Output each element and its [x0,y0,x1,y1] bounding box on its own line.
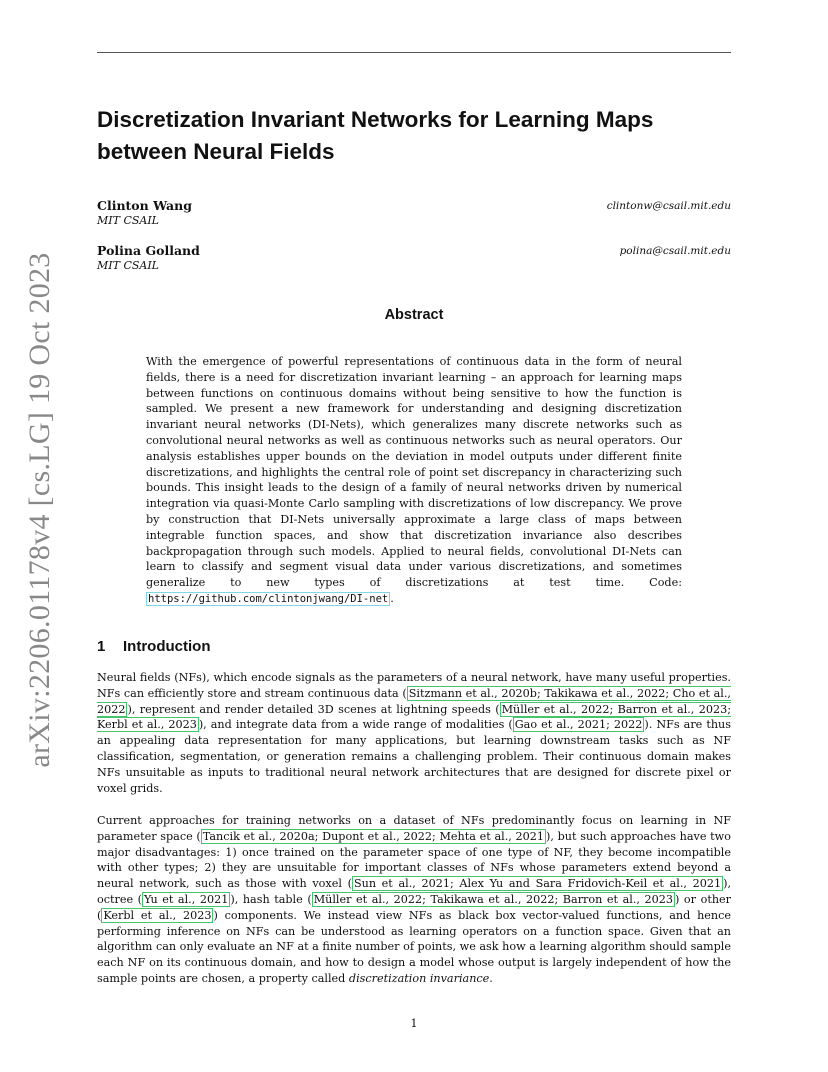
intro-paragraph-1 [97,670,731,796]
author-affiliation: MIT CSAIL [97,259,159,272]
author-block-2 [97,243,731,272]
page-number: 1 [410,1017,418,1030]
arxiv-identifier: arXiv:2206.01178v4 [cs.LG] 19 Oct 2023 [23,252,56,768]
intro-paragraph-2 [97,813,731,987]
citation-link[interactable]: Sun et al., 2021; Alex Yu and Sara Fridovich-Keil et al., 2021 [353,877,722,891]
author-name: Clinton Wang [97,198,192,213]
paragraph-text: ), but such approaches have two major disadvantages: 1) once trained on the parameter space of one type of NF, they become incompatible with other types; 2) they are unsuitable for important classes of NFs whose parameters extend beyond a neural network, such as those with voxel ( [97,829,731,891]
author-email: clintonw@csail.mit.edu [606,200,731,212]
citation-link[interactable]: Sitzmann et al., 2020b; Takikawa et al., 2022; Cho et al., 2022 [97,686,731,716]
code-link[interactable]: https://github.com/clintonjwang/DI-net [148,592,389,605]
paragraph-text: Neural fields (NFs), which encode signals as the parameters of a neural network, have many useful properties. NFs can efficiently store and stream continuous data ( [97,671,731,700]
paragraph-text: ) or other ( [97,892,731,922]
paragraph-text: ) components. We instead view NFs as black box vector-valued functions, and hence performing inference on NFs can be understood as learning operators on a function space. Given that an algorithm can only evaluate an NF at a finite number of points, we ask how a learning algorithm should sample each NF on its continuous domain, and how to design a model whose output is largely independent of how the sample points are chosen, a property called [97,908,731,985]
section-number: 1 [97,638,106,655]
paragraph-text: ), octree ( [97,877,731,906]
abstract-end: . [390,591,394,605]
paragraph-text: . [489,971,493,985]
citation-link[interactable]: Tancik et al., 2020a; Dupont et al., 2022; Mehta et al., 2021 [202,829,545,843]
author-email: polina@csail.mit.edu [619,245,731,257]
section-title: Introduction [123,638,211,655]
author-name: Polina Golland [97,243,200,258]
citation-link[interactable]: Müller et al., 2022; Barron et al., 2023; Kerbl et al., 2023 [97,702,731,732]
author-block-1 [97,198,731,227]
paper-title: Discretization Invariant Networks for Learning Maps between Neural Fields [97,107,654,164]
paragraph-text: ), represent and render detailed 3D scenes at lightning speeds ( [127,702,500,716]
paragraph-text: ), hash table ( [230,892,312,906]
citation-link[interactable]: Yu et al., 2021 [144,892,229,906]
abstract-text: With the emergence of powerful representations of continuous data in the form of neural fields, there is a need for discretization invariant learning – an approach for learning maps between functions on continuous domains without being sensitive to how the function is sampled. We present a new framework for understanding and designing discretization invariant neural networks (DI-Nets), which generalizes many discrete networks such as convolutional neural networks as well as continuous networks such as neural operators. Our analysis establishes upper bounds on the deviation in model outputs under different finite discretizations, and highlights the central role of point set discrepancy in characterizing such bounds. This insight leads to the design of a family of neural networks driven by numerical integration via quasi-Monte Carlo sampling with discretizations of low discrepancy. We prove by construction that DI-Nets universally approximate a large class of maps between integrable function spaces, and show that discretization invariance also describes backpropagation through such models. Applied to neural fields, convolutional DI-Nets can learn to classify and segment visual data under various discretizations, and sometimes generalize to new types of discretizations at test time. Code: [146,355,682,590]
arxiv-sidebar [18,252,62,768]
paragraph-text: ). NFs are thus an appealing data representation for many applications, but learning downstream tasks such as NF classification, segmentation, or generation remains a challenging problem. Their continuous domain makes NFs unsuitable as inputs to traditional neural network architectures that are designed for discrete pixel or voxel grids. [97,718,731,795]
paragraph-text: ), and integrate data from a wide range of modalities ( [198,718,513,732]
paragraph-text: Current approaches for training networks on a dataset of NFs predominantly focus on learning in NF parameter space ( [97,814,731,843]
top-rule [97,52,731,53]
emphasized-term: discretization invariance [348,971,490,985]
citation-link[interactable]: Gao et al., 2021; 2022 [514,718,643,732]
citation-link[interactable]: Kerbl et al., 2023 [103,908,212,922]
abstract-body [146,354,682,608]
section-heading [97,638,210,655]
citation-link[interactable]: Müller et al., 2022; Takikawa et al., 2022; Barron et al., 2023 [313,892,673,906]
abstract-heading: Abstract [384,307,444,323]
author-affiliation: MIT CSAIL [97,214,159,227]
